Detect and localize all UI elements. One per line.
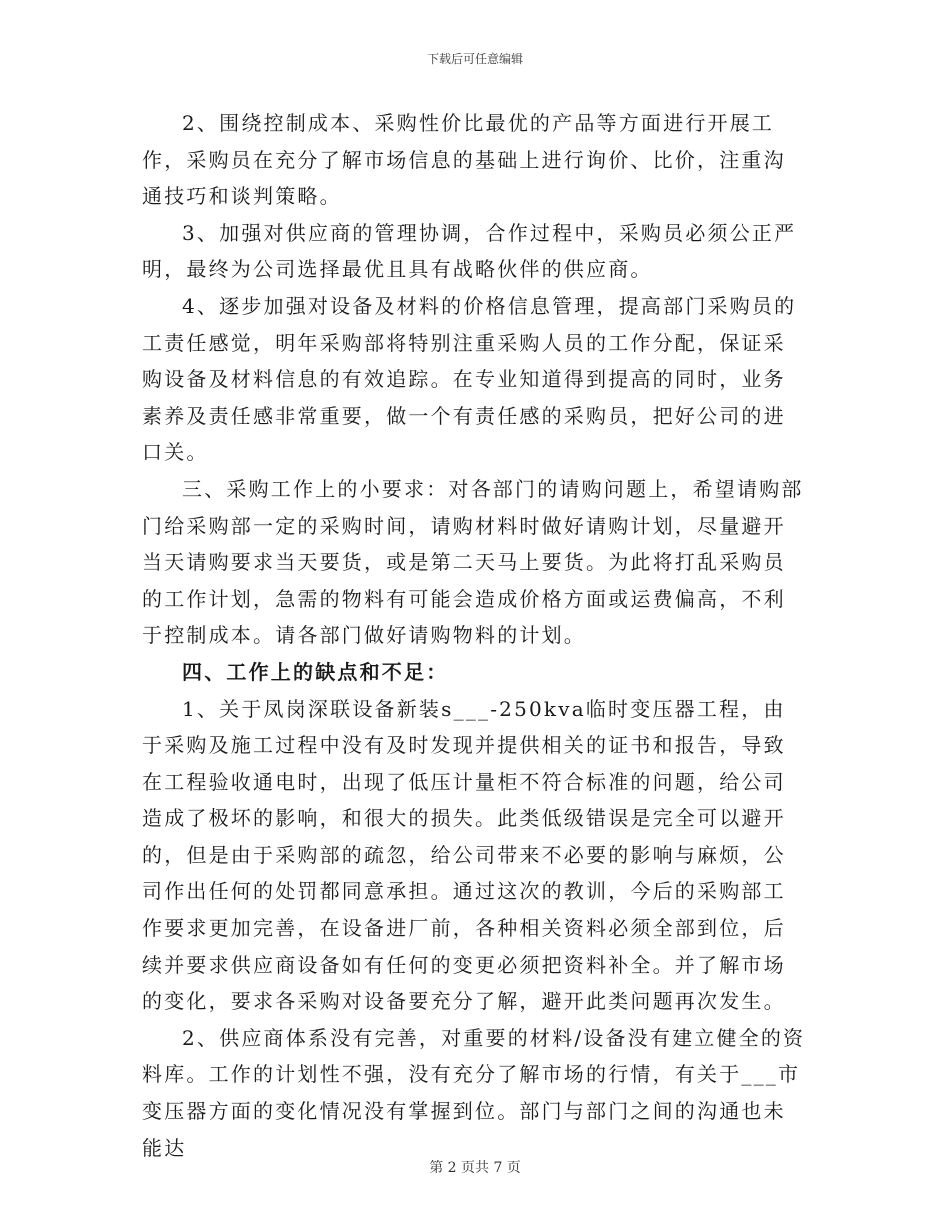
paragraph-supplier-management: 3、加强对供应商的管理协调，合作过程中，采购员必须公正严明，最终为公司选择最优且具有战略伙伴的供应商。 bbox=[142, 220, 797, 282]
section-heading-shortcomings: 四、工作上的缺点和不足： bbox=[182, 659, 449, 684]
page-header: 下载后可任意编辑 bbox=[426, 52, 523, 66]
paragraph-transformer-incident: 1、关于凤岗深联设备新装s___-250kva临时变压器工程，由于采购及施工过程中没有及时发现并提供相关的证书和报告，导致在工程验收通电时，出现了低压计量柜不符合标准的问题，给公司造成了极坏的影响，和很大的损失。此类低级错误是完全可以避开的，但是由于采购部的疏忽，给公司带来不必要的影响与麻烦，公司作出任何的处罚都同意承担。通过这次的教训，今后的采购部工作要求更加完善，在设备进厂前，各种相关资料必须全部到位，后续并要求供应商设备如有任何的变更必须把资料补全。并了解市场的变化，要求各采购对设备要充分了解，避开此类问题再次发生。 bbox=[142, 696, 786, 1014]
document-body bbox=[142, 105, 807, 1166]
paragraph-procurement-cost: 2、围绕控制成本、采购性价比最优的产品等方面进行开展工作，采购员在充分了解市场信息的基础上进行询价、比价，注重沟通技巧和谈判策略。 bbox=[142, 111, 786, 209]
paragraph-purchase-requirements: 三、采购工作上的小要求：对各部门的请购问题上，希望请购部门给采购部一定的采购时间，请购材料时做好请购计划，尽量避开当天请购要求当天要货，或是第二天马上要货。为此将打乱采购员的工作计划，急需的物料有可能会造成价格方面或运费偏高，不利于控制成本。请各部门做好请购物料的计划。 bbox=[142, 476, 804, 648]
paragraph-supplier-system: 2、供应商体系没有完善，对重要的材料/设备没有建立健全的资料库。工作的计划性不强，没有充分了解市场的行情，有关于___市变压器方面的变化情况没有掌握到位。部门与部门之间的沟通也未能达 bbox=[142, 1025, 806, 1160]
page-footer: 第 2 页共 7 页 bbox=[429, 1160, 521, 1176]
paragraph-price-information: 4、逐步加强对设备及材料的价格信息管理，提高部门采购员的工责任感觉，明年采购部将特别注重采购人员的工作分配，保证采购设备及材料信息的有效追踪。在专业知道得到提高的同时，业务素养及责任感非常重要，做一个有责任感的采购员，把好公司的进口关。 bbox=[142, 293, 797, 465]
